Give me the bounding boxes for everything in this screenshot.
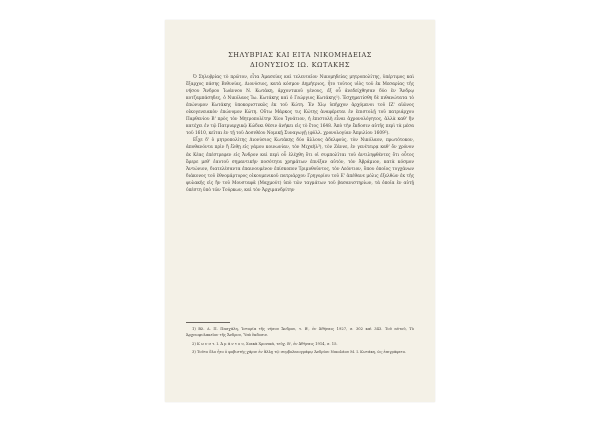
footnote-1: 1) Βλ. Δ. Π. Πασχάλη, Ἱστορία τῆς νήσου Ἄνδρου, τ. Β', ἐν Ἀθήναις 1927, σ. 302 καὶ 343. Τοῦ αὐτοῦ, Τὸ Ἀρχειοφυλακεῖον τῆς Ἄνδρου, Ὑπὸ ἔκδοσιν. (186, 327, 414, 338)
page-subtitle: ΔΙΟΝΥΣΙΟΣ ΙΩ. ΚΩΤΑΚΗΣ (250, 61, 350, 69)
page-title: ΣΗΛΥΒΡΙΑΣ ΚΑΙ ΕΙΤΑ ΝΙΚΟΜΗΔΕΙΑΣ (228, 51, 372, 59)
footnotes (186, 326, 414, 357)
body-paragraph-1: Ὁ Σηλυβρίας τὸ πρῶτον, εἶτα Ἀμασείας καὶ τελευταῖον Νικομηδείας μητροπολίτης, ὑπέρτιμος καὶ ἔξαρχος πάσης Βιθυνίας, Διονύσιος, κατὰ κόσμον Δημήτριος, ἦτο τοῦτος υἱὸς τοῦ ἐκ Μεσαρίας τῆς νήσου Ἄνδρου Ἰωάννου Ν. Κωτάκη, ἀρχοντικοῦ γένους, ἐξ οὗ ἀνεδείχθησαν δύο ἐν Ἄνδρῳ κοτζαμπάσηδες, ὁ Νικόλαος Ἰω. Κωτάκης καὶ ὁ Γεώργιος Κωτάκης¹). Ἐσχηματίσθη δὲ πιθανώτατα τὸ ἐπώνυμον Κωτάκης ὑποκοριστικῶς ἐκ τοῦ Κώτη. Ἐν Χίῳ ὑπῆρχον ἀρχόμενοι τοῦ ΙΖ' αἰῶνος οἰκογενειακὸν ἐπώνυμον Κώτη. Οὕτω Μάρκος τις Κώτης ἀναφέρεται ἐν ἐπιστολῇ τοῦ πατριάρχου Παρθενίου Β' πρὸς τὸν Μητροπολίτην Χίου Ἰγνάτιον, ἡ ἐπιστολὴ εἶναι ἀχρονολόγητος, ἀλλὰ καθ' ἣν κατέχει ἐν τῷ Πατριαρχικῷ Κώδικι θέσιν ἀνήκει εἰς τὸ ἔτος 1648. Ἀπὸ τὴν ἔκδοσιν αὐτῆς περὶ τὰ μέσα τοῦ 1610, κεῖται ἐν τῇ τοῦ Δοσιθέου Νομικῇ Συναγωγῇ (φύλλ. χρονολογίαν Ἀπριλίου 1609²). (186, 75, 414, 137)
footnote-2: 2) Κ ω ν σ τ. Ι. Ἀ μ ά ν τ ο υ, Χιακὰ Χρονικά, τεῦχ. Β', ἐν Ἀθήναις 1914, σ. 15. (192, 341, 338, 346)
body-text (186, 74, 414, 194)
footnote-3: 3) Τοῦτο ὅλο ἦτο ὁ φοβιστὴς χάριν ἐν ἄλλῃ τῷ συμβολαιογράφῳ Ἀνδρίου Νικολάου Μ. Ι. Κωτάκη, ὡς ἐπιγράφετο. (192, 349, 407, 354)
scanned-page (165, 20, 435, 402)
body-paragraph-2: Εἶχε δ' ὁ μητροπολίτης Διονύσιος Κωτάκης δύο ἄλλους ἀδελφούς, τὸν Νικόλαον, πρωτότοκον, ἀποθανόντα πρὶν ἢ ἔλθῃ εἰς γάμου κοινωνίαν, τὸν Μιχαὴλ³), τὸν Ζάννε, ἐν γενέτειρᾳ καθ' ὃν χρόνον ἐκ Κέας ἐπέστρεφεν εἰς Ἄνδρον καὶ περὶ οὗ ἐλέχθη ὅτι οἱ συμπολῖται τοῦ ἀντιληφθέντες ὅτι οὗτος ἔφερε μεθ' ἑαυτοῦ σημαντικὴν ποσότητα χρημάτων ἐπνίξαν αὐτόν, τὸν Ἀβράμιον, κατὰ κόσμον Ἀντώνιον, διατελέσαντα ἐπαινουμένον ἐπίσκοπον Τριμυθοῦντος, τὸν Λεόντιον, ὅπου ὁποῖος τυγχάνων διάκονος τοῦ ἐθνομάρτυρος οἰκουμενικοῦ πατριάρχου Γρηγορίου τοῦ Ε' ἀπέθανε μόλις ἐξελθὼν ἐκ τῆς φυλακῆς εἰς ἣν τοῦ Μουσταφᾶ (Μαχμούτ) ὑπὸ τῶν ταγμάτων τοῦ βασανιστηρίων, τὰ ὁποῖα ἐν αὐτῇ ὑπέστη ὑπὸ τῶν Τούρκων, καὶ τὸν Ἀρχιμανδρίτην (186, 138, 414, 193)
footnote-divider (186, 322, 230, 323)
